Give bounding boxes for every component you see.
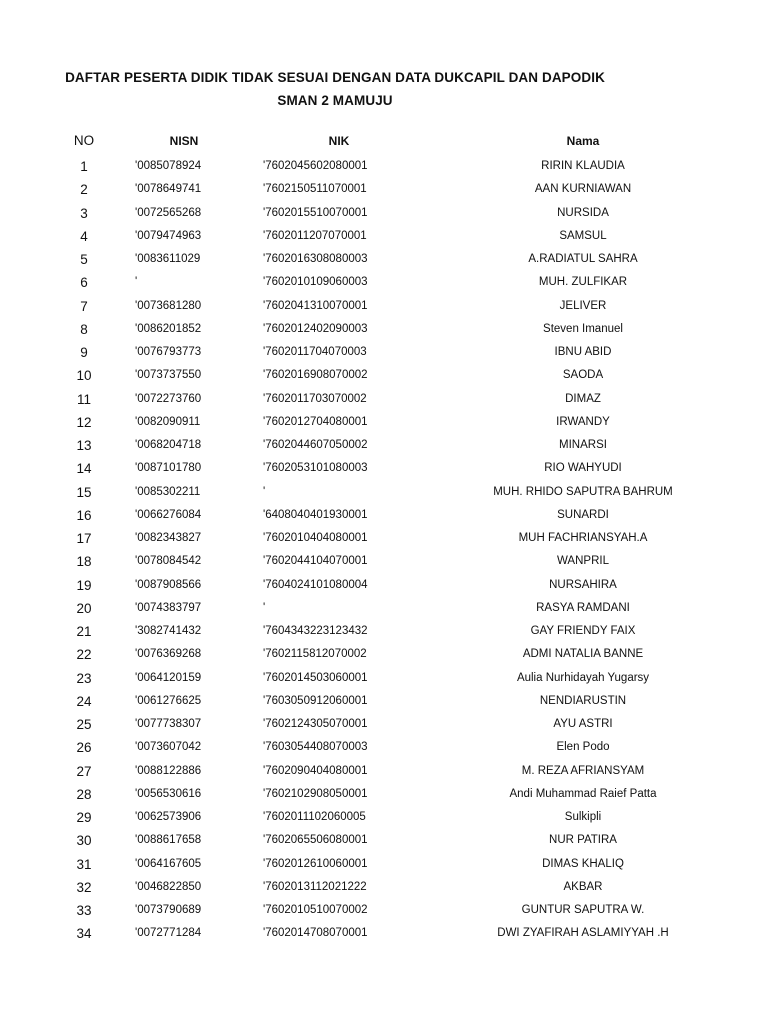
row-no-cell: 3: [80, 205, 88, 221]
nisn-cell: '0056530616: [135, 787, 202, 800]
row-no-cell: 9: [80, 345, 88, 360]
row-no-cell: 11: [76, 391, 91, 407]
nik-cell: '7602014503060001: [263, 671, 368, 684]
nik-cell: '7604024101080004: [263, 578, 368, 591]
table-row: [45, 202, 733, 225]
nik-cell: '7602011704070003: [263, 346, 367, 358]
nik-cell: '7602015510070001: [263, 206, 368, 219]
nik-cell: '7602044104070001: [263, 555, 368, 568]
nama-cell: DIMAZ: [565, 392, 601, 405]
nama-cell: AYU ASTRI: [553, 718, 613, 730]
row-no-cell: 12: [76, 414, 92, 430]
row-no-cell: 4: [80, 228, 88, 244]
nisn-cell: '0073607042: [135, 741, 202, 754]
table-row: [45, 153, 733, 178]
nama-cell: ADMI NATALIA BANNE: [522, 648, 644, 661]
nisn-cell: '0088122886: [135, 764, 202, 777]
table-row: [45, 225, 733, 248]
nik-cell: '7602011102060005: [263, 811, 366, 823]
table-row: [45, 829, 733, 852]
nama-cell: Andi Muhammad Raief Patta: [509, 787, 657, 800]
row-no-cell: 30: [76, 833, 92, 849]
nisn-cell: '0086201852: [135, 322, 202, 335]
row-no-cell: 27: [76, 763, 92, 779]
nik-cell: '7603050912060001: [263, 694, 368, 707]
row-no-cell: 15: [76, 484, 92, 500]
table-header: [45, 129, 733, 153]
nik-cell: '7602065506080001: [263, 834, 368, 847]
nama-cell: GAY FRIENDY FAIX: [530, 625, 636, 637]
table-row: [45, 318, 733, 341]
nisn-cell: ': [135, 276, 138, 289]
nisn-cell: '0077738307: [135, 718, 202, 730]
table-row: [45, 853, 733, 876]
nama-cell: RIO WAHYUDI: [544, 462, 622, 475]
header-nik: NIK: [328, 134, 350, 148]
header-row: [45, 129, 733, 153]
nisn-cell: '0078084542: [135, 555, 202, 568]
nama-cell: DIMAS KHALIQ: [542, 857, 624, 870]
table-row: [45, 457, 733, 480]
nama-cell: DWI ZYAFIRAH ASLAMIYYAH .H: [497, 927, 669, 940]
row-no-cell: 14: [76, 461, 92, 477]
nama-cell: NENDIARUSTIN: [539, 694, 627, 707]
nisn-cell: '0066276084: [135, 508, 202, 521]
nisn-cell: '0072771284: [135, 927, 202, 940]
table-body: [45, 153, 733, 946]
nama-cell: MUH. RHIDO SAPUTRA BAHRUM: [493, 485, 673, 498]
nik-cell: '7602124305070001: [263, 718, 368, 730]
nisn-cell: '0072565268: [135, 206, 202, 219]
table-row: [45, 364, 733, 387]
nik-cell: '7602016308080003: [263, 253, 368, 265]
nik-cell: '7602053101080003: [263, 462, 368, 475]
nisn-cell: '0082343827: [135, 532, 202, 544]
document-subtitle: SMAN 2 MAMUJU: [277, 93, 393, 108]
nisn-cell: '0076793773: [135, 346, 202, 358]
nik-cell: '7602090404080001: [263, 764, 368, 777]
nik-cell: '7602044607050002: [263, 439, 368, 451]
nama-cell: A.RADIATUL SAHRA: [528, 253, 638, 265]
nisn-cell: '0061276625: [135, 694, 202, 707]
table-row: [45, 178, 733, 201]
row-no-cell: 21: [76, 624, 92, 639]
student-table: [45, 129, 733, 946]
header-no: NO: [73, 133, 95, 148]
row-no-cell: 6: [80, 275, 88, 291]
nama-cell: Steven Imanuel: [543, 322, 623, 335]
nik-cell: '7602011703070002: [263, 392, 367, 405]
row-no-cell: 28: [76, 786, 92, 802]
row-no-cell: 7: [80, 298, 88, 314]
table-row: [45, 248, 733, 271]
nama-cell: AAN KURNIAWAN: [534, 183, 632, 196]
nama-cell: SAMSUL: [559, 229, 607, 242]
nik-cell: '7602010404080001: [263, 532, 368, 544]
nik-cell: '7602013112021222: [263, 880, 367, 893]
row-no-cell: 13: [76, 438, 92, 453]
nisn-cell: '0085302211: [135, 485, 201, 498]
nama-cell: IBNU ABID: [554, 346, 612, 358]
table-row: [45, 783, 733, 806]
nama-cell: Elen Podo: [556, 741, 610, 754]
nik-cell: '7602150511070001: [263, 183, 367, 196]
row-no-cell: 17: [76, 531, 92, 546]
document-title: DAFTAR PESERTA DIDIK TIDAK SESUAI DENGAN DATA DUKCAPIL DAN DAPODIK: [65, 70, 605, 85]
row-no-cell: 32: [76, 879, 92, 895]
row-no-cell: 19: [76, 577, 92, 593]
header-nama: Nama: [566, 134, 600, 148]
table-row: [45, 643, 733, 666]
nisn-cell: '0046822850: [135, 880, 202, 893]
table-row: [45, 504, 733, 527]
nama-cell: SUNARDI: [557, 508, 609, 521]
table-row: [45, 876, 733, 899]
nisn-cell: '0076369268: [135, 648, 202, 661]
nama-cell: RIRIN KLAUDIA: [541, 160, 625, 172]
nama-cell: AKBAR: [563, 880, 603, 893]
nisn-cell: '0064120159: [135, 671, 202, 684]
table-row: [45, 899, 733, 922]
nik-cell: '7602045602080001: [263, 160, 368, 172]
nama-cell: MUH. ZULFIKAR: [538, 276, 628, 289]
table-row: [45, 736, 733, 759]
nama-cell: NURSAHIRA: [549, 578, 617, 591]
table-row: [45, 597, 733, 620]
nik-cell: '6408040401930001: [263, 508, 368, 521]
row-no-cell: 18: [76, 554, 92, 570]
nisn-cell: '0079474963: [135, 229, 202, 242]
row-no-cell: 1: [80, 159, 88, 174]
nisn-cell: '0064167605: [135, 857, 202, 870]
nik-cell: '7603054408070003: [263, 741, 368, 754]
nik-cell: '7602102908050001: [263, 787, 368, 800]
nama-cell: GUNTUR SAPUTRA W.: [521, 904, 645, 916]
row-no-cell: 23: [76, 670, 92, 686]
table-row: [45, 922, 733, 945]
nisn-cell: '3082741432: [135, 625, 202, 637]
row-no-cell: 10: [76, 368, 92, 384]
row-no-cell: 25: [76, 717, 92, 732]
nik-cell: ': [263, 601, 266, 614]
nama-cell: M. REZA AFRIANSYAM: [521, 764, 645, 777]
nik-cell: '7602012704080001: [263, 415, 368, 428]
table-row: [45, 667, 733, 690]
nisn-cell: '0068204718: [135, 439, 202, 451]
nik-cell: '7602010510070002: [263, 904, 368, 916]
table-row: [45, 550, 733, 573]
table-row: [45, 271, 733, 294]
row-no-cell: 2: [80, 182, 88, 198]
nama-cell: MUH FACHRIANSYAH.A: [518, 532, 648, 544]
table-row: [45, 434, 733, 457]
table-row: [45, 341, 733, 364]
nik-cell: '7602011207070001: [263, 229, 367, 242]
nik-cell: '7604343223123432: [263, 625, 368, 637]
table-row: [45, 806, 733, 829]
nama-cell: NUR PATIRA: [549, 834, 617, 847]
table-row: [45, 295, 733, 318]
table-row: [45, 620, 733, 643]
nik-cell: '7602014708070001: [263, 927, 368, 940]
row-no-cell: 5: [80, 252, 88, 267]
row-no-cell: 29: [76, 810, 92, 825]
nama-cell: JELIVER: [559, 299, 607, 312]
row-no-cell: 20: [76, 600, 92, 616]
nama-cell: WANPRIL: [557, 555, 609, 568]
nisn-cell: '0073790689: [135, 904, 202, 916]
nisn-cell: '0085078924: [135, 160, 202, 172]
table-row: [45, 527, 733, 550]
nama-cell: SAODA: [562, 369, 604, 382]
nisn-cell: '0073681280: [135, 299, 202, 312]
nik-cell: '7602012610060001: [263, 857, 368, 870]
table-row: [45, 574, 733, 597]
nisn-cell: '0073737550: [135, 369, 202, 382]
row-no-cell: 34: [76, 926, 92, 942]
table-row: [45, 388, 733, 411]
table-row: [45, 690, 733, 713]
row-no-cell: 8: [80, 321, 88, 337]
row-no-cell: 31: [76, 856, 92, 872]
nisn-cell: '0062573906: [135, 811, 202, 823]
nisn-cell: '0072273760: [135, 392, 202, 405]
nik-cell: '7602010109060003: [263, 276, 368, 289]
nisn-cell: '0083611029: [135, 253, 201, 265]
row-no-cell: 26: [76, 740, 92, 756]
table-row: [45, 411, 733, 434]
row-no-cell: 22: [76, 647, 92, 663]
nama-cell: Sulkipli: [564, 811, 602, 823]
nama-cell: Aulia Nurhidayah Yugarsy: [516, 671, 650, 684]
nisn-cell: '0074383797: [135, 601, 202, 614]
nik-cell: '7602012402090003: [263, 322, 368, 335]
nik-cell: '7602041310070001: [263, 299, 368, 312]
nik-cell: '7602115812070002: [263, 648, 367, 661]
table-row: [45, 481, 733, 504]
nama-cell: RASYA RAMDANI: [536, 601, 630, 614]
nik-cell: '7602016908070002: [263, 369, 368, 382]
nisn-cell: '0078649741: [135, 183, 202, 196]
nik-cell: ': [263, 485, 266, 498]
table-row: [45, 713, 733, 736]
nisn-cell: '0088617658: [135, 834, 202, 847]
row-no-cell: 33: [76, 903, 92, 918]
row-no-cell: 16: [76, 507, 92, 523]
header-nisn: NISN: [169, 134, 199, 148]
row-no-cell: 24: [76, 693, 92, 709]
nisn-cell: '0082090911: [135, 415, 201, 428]
nisn-cell: '0087908566: [135, 578, 202, 591]
nisn-cell: '0087101780: [135, 462, 202, 475]
nama-cell: IRWANDY: [556, 415, 610, 428]
table-row: [45, 760, 733, 783]
nama-cell: MINARSI: [559, 439, 607, 451]
nama-cell: NURSIDA: [557, 206, 609, 219]
